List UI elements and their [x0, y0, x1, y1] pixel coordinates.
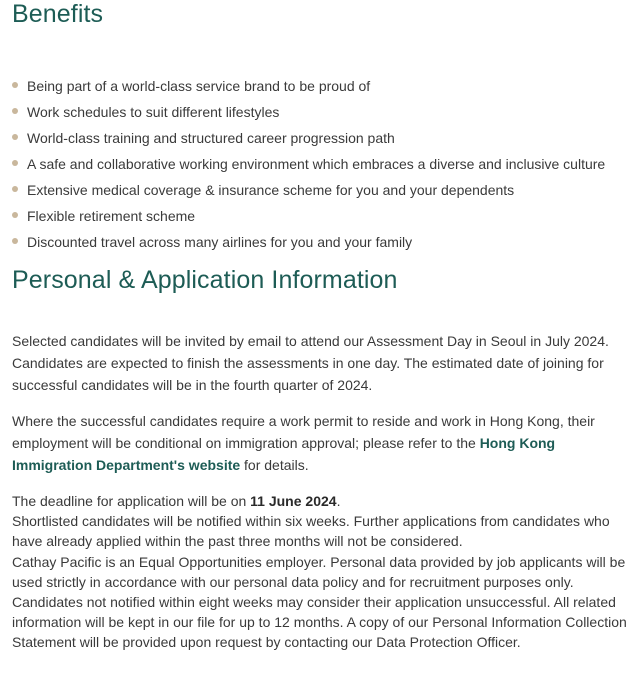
bullet-icon: [12, 212, 18, 218]
deadline-punctuation: .: [336, 493, 341, 509]
benefits-list: [12, 73, 605, 255]
bullet-icon: [12, 160, 18, 166]
benefits-heading: Benefits: [12, 0, 104, 28]
benefit-text: Being part of a world-class service brand to be proud of: [27, 78, 371, 94]
benefit-item: [12, 99, 605, 125]
deadline-block: [12, 491, 634, 653]
benefit-item: [12, 177, 605, 203]
benefit-item: [12, 203, 605, 229]
permit-text-end: for details.: [240, 457, 309, 473]
benefit-item: [12, 125, 605, 151]
benefit-text: Work schedules to suit different lifestyles: [27, 104, 280, 120]
benefit-text: Discounted travel across many airlines for you and your family: [27, 234, 413, 250]
bullet-icon: [12, 108, 18, 114]
benefit-item: [12, 229, 605, 255]
permit-text: Where the successful candidates require a work permit to reside and work in Hong Kong, their employment will be conditional on immigration approval; please refer to the: [12, 413, 595, 451]
benefit-text: Flexible retirement scheme: [27, 208, 196, 224]
immigration-department-link[interactable]: Hong Kong Immigration Department's website: [12, 435, 556, 473]
deadline-line: [12, 491, 634, 511]
assessment-paragraph: Selected candidates will be invited by email to attend our Assessment Day in Seoul in July 2024. Candidates are expected to finish the assessments in one day. The estimated date of joining for successful candidates will be in the fourth quarter of 2024.: [12, 333, 609, 393]
bullet-icon: [12, 82, 18, 88]
benefit-item: [12, 151, 605, 177]
deadline-date: 11 June 2024: [250, 493, 337, 509]
bullet-icon: [12, 134, 18, 140]
equal-opportunity-text: Cathay Pacific is an Equal Opportunities employer. Personal data provided by job applicants will be used strictly in accordance with our personal data policy and for recruitment purposes only. Candidates not notified within eight weeks may consider their application unsuccessful. All related information will be kept in our file for up to 12 months. A copy of our Personal Information Collection Statement will be provided upon request by contacting our Data Protection Officer.: [12, 553, 627, 651]
work-permit-paragraph: [12, 410, 634, 476]
benefit-item: [12, 73, 605, 99]
benefit-text: World-class training and structured career progression path: [27, 130, 395, 146]
shortlist-text: Shortlisted candidates will be notified within six weeks. Further applications from candidates who have already applied within the past three months will not be considered.: [12, 513, 610, 550]
benefit-text: A safe and collaborative working environment which embraces a diverse and inclusive culture: [27, 156, 606, 172]
benefit-text: Extensive medical coverage & insurance scheme for you and your dependents: [27, 182, 515, 198]
personal-application-heading: Personal & Application Information: [12, 266, 398, 294]
deadline-text: The deadline for application will be on: [12, 493, 251, 509]
bullet-icon: [12, 238, 18, 244]
bullet-icon: [12, 186, 18, 192]
